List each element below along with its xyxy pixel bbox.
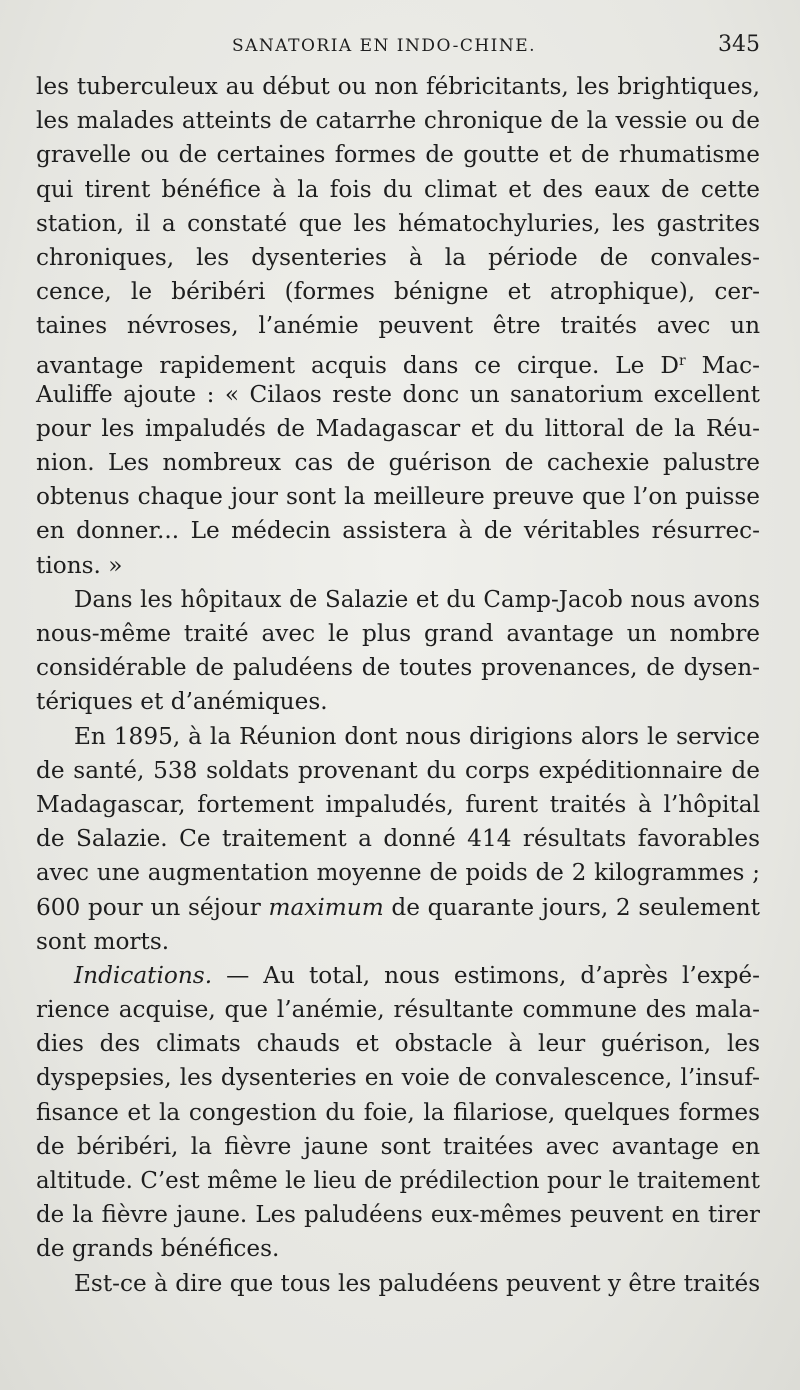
text-line: considérable de paludéens de toutes provenances, de dysen- xyxy=(36,654,760,682)
running-title: SANATORIA EN INDO-CHINE. xyxy=(232,36,537,56)
text-line: Madagascar, fortement impaludés, furent traités à l’hôpital xyxy=(36,790,760,818)
text-line: les malades atteints de catarrhe chronique de la vessie ou de xyxy=(36,107,760,135)
text-line: Auliffe ajoute : « Cilaos reste donc un sanatorium excellent xyxy=(36,380,760,408)
text-line xyxy=(36,891,760,925)
text-line: les tuberculeux au début ou non fébricitants, les brightiques, xyxy=(36,73,760,100)
italic-text: Indications. xyxy=(74,961,213,989)
text-line: Dans les hôpitaux de Salazie et du Camp-Jacob nous avons xyxy=(74,586,760,613)
text-fragment: 600 pour un séjour xyxy=(36,893,269,921)
text-line: cence, le béribéri (formes bénigne et atrophique), cer- xyxy=(36,278,760,306)
text-line: qui tirent bénéfice à la fois du climat et des eaux de cette xyxy=(36,175,760,203)
text-fragment: — Au total, nous estimons, d’après l’expé- xyxy=(212,961,760,989)
text-line: gravelle ou de certaines formes de goutte et de rhumatisme xyxy=(36,141,760,169)
text-line: de Salazie. Ce traitement a donné 414 résultats favorables xyxy=(36,825,760,853)
text-line xyxy=(36,344,760,378)
text-line xyxy=(36,959,760,993)
text-line: de grands bénéfices. xyxy=(36,1235,280,1263)
text-line: Est-ce à dire que tous les paludéens peuvent y être traités xyxy=(74,1269,761,1297)
text-line: de béribéri, la fièvre jaune sont traitées avec avantage en xyxy=(36,1132,760,1160)
text-fragment: Mac- xyxy=(685,351,760,379)
text-line: pour les impaludés de Madagascar et du littoral de la Réu- xyxy=(36,414,760,442)
text-line: avec une augmentation moyenne de poids de 2 kilogrammes ; xyxy=(36,860,760,887)
text-line: chroniques, les dysenteries à la période de convales- xyxy=(36,243,760,271)
running-head xyxy=(36,30,760,70)
text-line: nous-même traité avec le plus grand avantage un nombre xyxy=(36,620,760,647)
italic-text: maximum xyxy=(268,893,384,921)
text-line: sont morts. xyxy=(36,927,170,955)
text-line: dyspepsies, les dysenteries en voie de convalescence, l’insuf- xyxy=(36,1064,760,1092)
text-line: en donner... Le médecin assistera à de véritables résurrec- xyxy=(36,517,760,545)
superscript: r xyxy=(678,352,686,369)
text-fragment: avantage rapidement acquis dans ce cirque. Le D xyxy=(36,351,679,379)
text-line: altitude. C’est même le lieu de prédilection pour le traitement xyxy=(36,1168,760,1194)
text-line: fisance et la congestion du foie, la filariose, quelques formes xyxy=(36,1098,760,1126)
text-line: obtenus chaque jour sont la meilleure preuve que l’on puisse xyxy=(36,483,760,511)
text-line: nion. Les nombreux cas de guérison de cachexie palustre xyxy=(36,449,760,477)
text-line: rience acquise, que l’anémie, résultante commune des mala- xyxy=(36,996,760,1024)
text-line: dies des climats chauds et obstacle à leur guérison, les xyxy=(36,1030,760,1058)
text-line: tériques et d’anémiques. xyxy=(36,688,328,716)
text-line: tions. » xyxy=(36,551,123,579)
text-line: En 1895, à la Réunion dont nous dirigions alors le service xyxy=(74,722,760,750)
body-text xyxy=(36,70,760,1301)
text-line: de santé, 538 soldats provenant du corps expéditionnaire de xyxy=(36,756,760,784)
text-line: taines névroses, l’anémie peuvent être traités avec un xyxy=(36,312,760,340)
page-number: 345 xyxy=(718,32,760,57)
text-fragment: de quarante jours, 2 seulement xyxy=(383,893,760,921)
text-line: station, il a constaté que les hématochyluries, les gastrites xyxy=(36,209,760,237)
text-line: de la fièvre jaune. Les paludéens eux-mêmes peuvent en tirer xyxy=(36,1202,760,1229)
